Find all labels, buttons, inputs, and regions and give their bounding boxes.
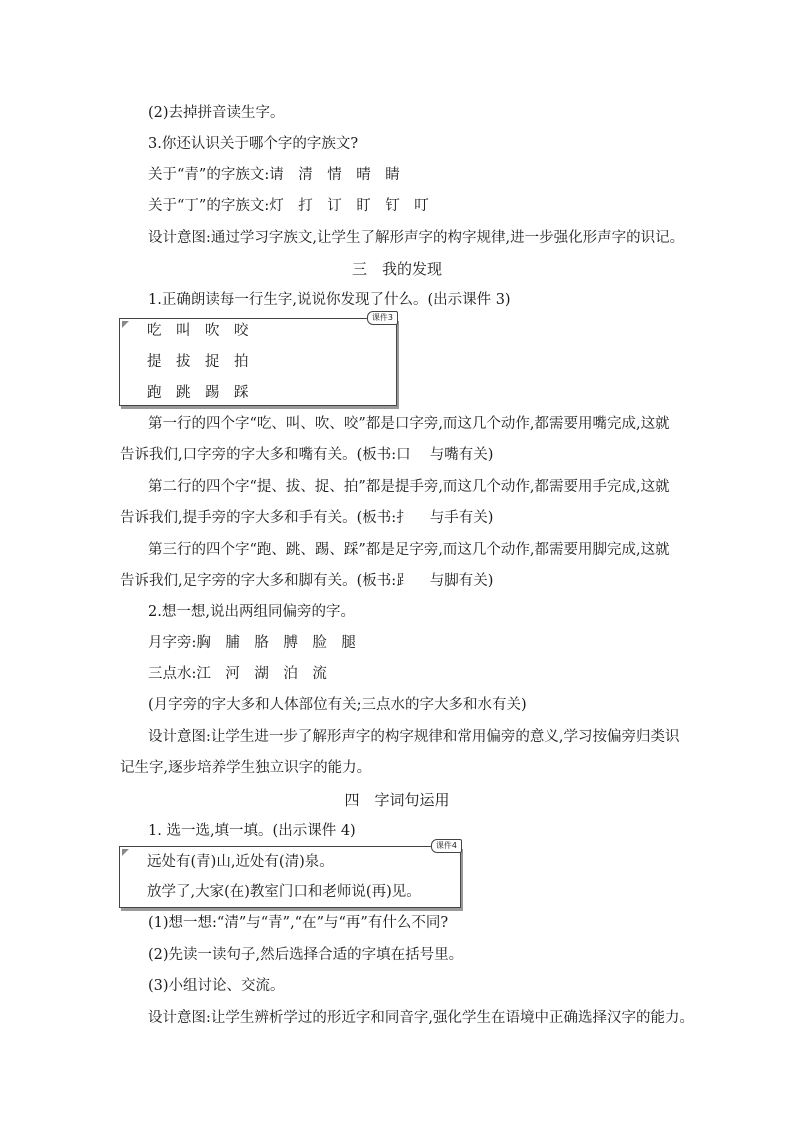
- question-2: (2)先读一读句子,然后选择合适的字填在括号里。: [148, 947, 464, 963]
- line-read-each-row: 1.正确朗读每一行生字,说说你发现了什么。(出示课件 3): [148, 292, 511, 308]
- design-intent-2a: 设计意图:让学生进一步了解形声字的构字规律和常用偏旁的意义,学习按偏旁归类识: [148, 729, 680, 745]
- section-heading-3: 三 我的发现: [351, 260, 442, 278]
- courseware-box-3: [119, 313, 397, 406]
- courseware-tag: 课件4: [431, 839, 462, 853]
- sentence-2: 放学了,大家(在)教室门口和老师说(再)见。: [147, 884, 421, 900]
- corner-mark: [122, 321, 129, 328]
- char-row-foot: 跑 跳 踢 踩: [147, 385, 249, 401]
- line-water-radical: 三点水:江 河 湖 泊 流: [148, 666, 327, 682]
- para-row2-a: 第二行的四个字“提、拔、捉、拍”都是提手旁,而这几个动作,都需要用手完成,这就: [148, 479, 670, 495]
- para-row1-a: 第一行的四个字“吃、叫、吹、咬”都是口字旁,而这几个动作,都需要用嘴完成,这就: [148, 416, 670, 432]
- question-1: (1)想一想:“清”与“青”,“在”与“再”有什么不同?: [148, 915, 449, 931]
- design-intent-2b: 记生字,逐步培养学生独立识字的能力。: [120, 760, 372, 776]
- char-row-hand: 提 拔 捉 拍: [147, 354, 249, 370]
- para-row3-a: 第三行的四个字“跑、跳、踢、踩”都是足字旁,而这几个动作,都需要用脚完成,这就: [148, 542, 670, 558]
- courseware-tag: 课件3: [367, 311, 398, 325]
- line-think-radicals: 2.想一想,说出两组同偏旁的字。: [148, 604, 355, 620]
- sentence-1: 远处有(青)山,近处有(清)泉。: [147, 854, 334, 870]
- para-row2-b: 告诉我们,提手旁的字大多和手有关。(板书:扌 与手有关): [120, 510, 494, 526]
- line-question-3: 3.你还认识关于哪个字的字族文?: [148, 136, 359, 152]
- line-choose-fill: 1. 选一选,填一填。(出示课件 4): [148, 823, 356, 839]
- para-row3-b: 告诉我们,足字旁的字大多和脚有关。(板书:⻊ 与脚有关): [120, 573, 494, 589]
- line-qing-family: 关于“青”的字族文:请 清 情 晴 睛: [148, 167, 400, 183]
- para-row1-b: 告诉我们,口字旁的字大多和嘴有关。(板书:口 与嘴有关): [120, 447, 494, 463]
- design-intent-1: 设计意图:通过学习字族文,让学生了解形声字的构字规律,进一步强化形声字的识记。: [148, 230, 685, 246]
- question-3: (3)小组讨论、交流。: [148, 978, 285, 994]
- courseware-box-4: [119, 841, 461, 908]
- line-read-without-pinyin: (2)去掉拼音读生字。: [148, 105, 285, 121]
- corner-mark: [122, 849, 129, 856]
- line-radical-note: (月字旁的字大多和人体部位有关;三点水的字大多和水有关): [148, 697, 527, 713]
- line-ding-family: 关于“丁”的字族文:灯 打 订 盯 钉 叮: [148, 198, 429, 214]
- section-heading-4: 四 字词句运用: [344, 791, 450, 809]
- line-moon-radical: 月字旁:胸 脯 胳 膊 脸 腿: [148, 635, 356, 651]
- design-intent-3: 设计意图:让学生辨析学过的形近字和同音字,强化学生在语境中正确选择汉字的能力。: [148, 1010, 694, 1026]
- char-row-mouth: 吃 叫 吹 咬: [147, 323, 249, 339]
